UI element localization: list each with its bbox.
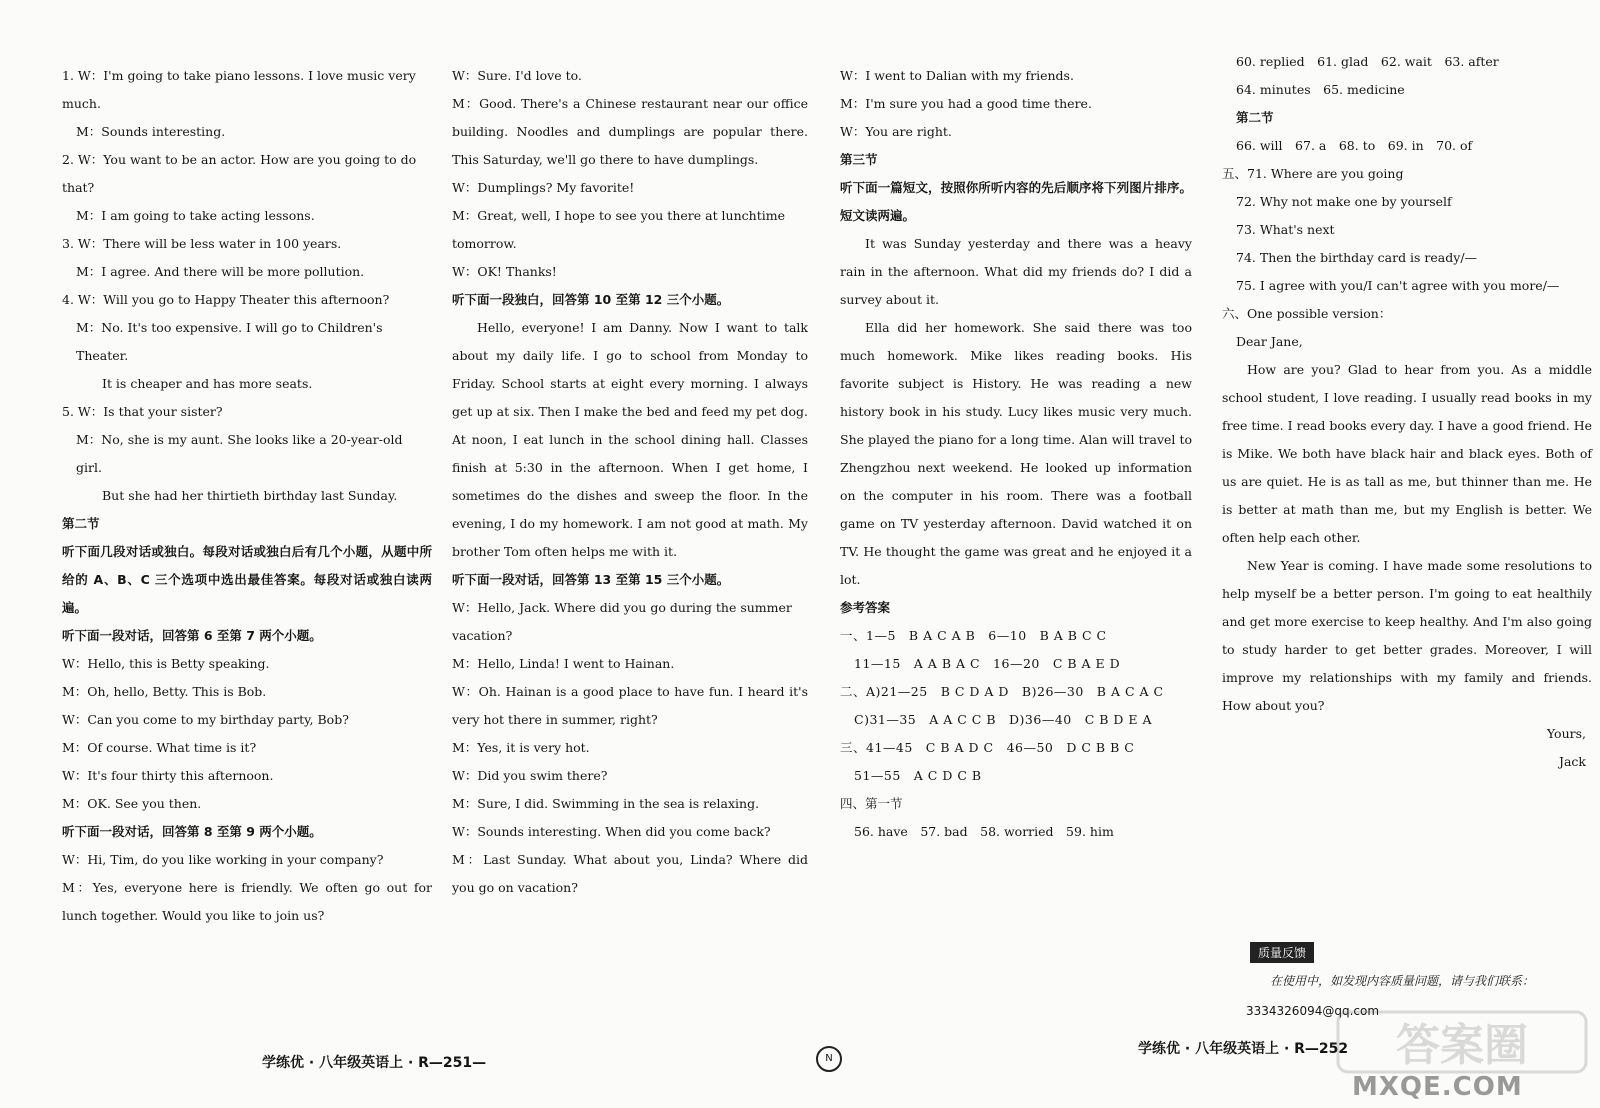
dialogue-line: W：It's four thirty this afternoon. [62,768,274,783]
answer-line: 74. Then the birthday card is ready/— [1236,250,1478,265]
dialogue-line: W：Hello, this is Betty speaking. [62,656,270,671]
dialogue-line: M：Of course. What time is it? [62,740,257,755]
dialogue-line: W：Dumplings? My favorite! [452,180,635,195]
watermark-chars: 答案圈 [1396,1020,1528,1071]
dialogue-line: W：Hi, Tim, do you like working in your company? [62,852,384,867]
dialogue-line: W：OK! Thanks! [452,264,557,279]
dialogue-line: W：Sure. I'd love to. [452,68,582,83]
dialogue-line: M：Yes, everyone here is friendly. We often go out for lunch together. Would you like to join us? [62,880,432,923]
answer-line: 64. minutes 65. medicine [1236,82,1405,97]
dialogue-line: 2. W：You want to be an actor. How are you going to do that? [62,152,417,195]
answer-line: 二、A)21—25 B C D A D B)26—30 B A C A C [840,684,1164,699]
dialogue-line: 1. W：I'm going to take piano lessons. I love music very much. [62,68,416,111]
letter-closing: Yours, [1546,726,1586,741]
column-4 [1222,48,1592,776]
dialogue-line: W：I went to Dalian with my friends. [840,68,1074,83]
dialogue-line: It is cheaper and has more seats. [102,376,313,391]
instruction: 听下面一段对话，回答第 8 至第 9 两个小题。 [62,824,322,839]
monologue-paragraph: Hello, everyone! I am Danny. Now I want to talk about my daily life. I go to school from Monday to Friday. School starts at eight every morning. I always get up at six. Then I make the bed and feed my pet dog. At noon, I eat lunch in the school dining hall. Classes finish at 5:30 in the afternoon. When I get home, I sometimes do the dishes and sweep the floor. In the evening, I do my homework. I am not good at math. My brother Tom often helps me with it. [452,320,808,559]
dialogue-line: M：Sure, I did. Swimming in the sea is relaxing. [452,796,760,811]
feedback-email: 3334326094@qq.com [1246,1004,1380,1018]
dialogue-line: M：Yes, it is very hot. [452,740,590,755]
answer-line: 56. have 57. bad 58. worried 59. him [854,824,1114,839]
answer-line: 66. will 67. a 68. to 69. in 70. of [1236,138,1473,153]
section-heading: 第二节 [1236,110,1274,125]
answer-line: 四、第一节 [840,796,903,811]
dialogue-line: M：No. It's too expensive. I will go to Children's Theater. [76,320,383,363]
column-2 [452,62,808,902]
passage-paragraph: It was Sunday yesterday and there was a heavy rain in the afternoon. What did my friends do? I did a survey about it. [840,236,1192,307]
section-heading: 第二节 [62,516,100,531]
answer-line: 三、41—45 C B A D C 46—50 D C B B C [840,740,1135,755]
answer-line: 11—15 A A B A C 16—20 C B A E D [854,656,1121,671]
instruction: 听下面一段对话，回答第 6 至第 7 两个小题。 [62,628,322,643]
dialogue-line: 3. W：There will be less water in 100 years. [62,236,342,251]
answer-line: 73. What's next [1236,222,1335,237]
dialogue-line: W：Oh. Hainan is a good place to have fun. I heard it's very hot there in summer, right? [452,684,808,727]
instruction: 听下面一段对话，回答第 13 至第 15 三个小题。 [452,572,730,587]
dialogue-line: M：Oh, hello, Betty. This is Bob. [62,684,267,699]
dialogue-line: M：I'm sure you had a good time there. [840,96,1092,111]
dialogue-line: M：Hello, Linda! I went to Hainan. [452,656,675,671]
answer-line: 51—55 A C D C B [854,768,982,783]
page-footer-left: 学练优 · 八年级英语上 · R—251— [262,1055,487,1071]
dialogue-line: W：You are right. [840,124,952,139]
column-3 [840,62,1192,846]
dialogue-line: W：Hello, Jack. Where did you go during the summer vacation? [452,600,792,643]
dialogue-line: 5. W：Is that your sister? [62,404,223,419]
answer-key-heading: 参考答案 [840,600,891,615]
letter-paragraph: How are you? Glad to hear from you. As a middle school student, I love reading. I usually read books in my free time. I read books every day. I have a good friend. He is Mike. We both have black hair and black eyes. Both of us are quiet. He is as tall as me, but thinner than me. He is better at math than me, but my English is better. We often help each other. [1222,362,1592,545]
instruction: 听下面几段对话或独白。每段对话或独白后有几个小题，从题中所给的 A、B、C 三个选项中选出最佳答案。每段对话或独白读两遍。 [62,544,432,615]
dialogue-line: M：Sounds interesting. [76,124,226,139]
letter-paragraph: New Year is coming. I have made some resolutions to help myself be a better person. I'm going to eat healthily and get more exercise to keep healthy. And I'm also going to study harder to get better grades. Moreover, I will improve my relationships with my family and friends. How about you? [1222,558,1592,713]
answer-line: 一、1—5 B A C A B 6—10 B A B C C [840,628,1107,643]
answer-line: 五、71. Where are you going [1222,166,1404,181]
section-heading: 第三节 [840,152,878,167]
watermark-url: MXQE.COM [1352,1072,1523,1102]
dialogue-line: M：No, she is my aunt. She looks like a 20-year-old girl. [76,432,403,475]
instruction: 听下面一篇短文，按照你所听内容的先后顺序将下列图片排序。短文读两遍。 [840,180,1192,223]
answer-line: 六、One possible version： [1222,306,1392,321]
feedback-text: 在使用中，如发现内容质量问题，请与我们联系： [1270,974,1535,988]
dialogue-line: W：Did you swim there? [452,768,608,783]
dialogue-line: M：Last Sunday. What about you, Linda? Where did you go on vacation? [452,852,808,895]
letter-signature: Jack [1558,754,1586,769]
instruction: 听下面一段独白，回答第 10 至第 12 三个小题。 [452,292,730,307]
dialogue-line: 4. W：Will you go to Happy Theater this afternoon? [62,292,390,307]
answer-line: 75. I agree with you/I can't agree with you more/— [1236,278,1560,293]
answer-line: C)31—35 A A C C B D)36—40 C B D E A [854,712,1153,727]
dialogue-line: M：OK. See you then. [62,796,202,811]
dialogue-line: M：I am going to take acting lessons. [76,208,315,223]
column-1 [62,62,432,930]
dialogue-line: W：Sounds interesting. When did you come back? [452,824,771,839]
page-footer-right: 学练优 · 八年级英语上 · R—252 [1138,1041,1349,1057]
dialogue-line: M：Great, well, I hope to see you there at lunchtime tomorrow. [452,208,785,251]
answer-line: 60. replied 61. glad 62. wait 63. after [1236,54,1499,69]
passage-paragraph: Ella did her homework. She said there was too much homework. Mike likes reading books. His favorite subject is History. He was reading a new history book in his study. Lucy likes music very much. She played the piano for a long time. Alan will travel to Zhengzhou next weekend. He looked up information on the computer in his room. There was a football game on TV yesterday afternoon. David watched it on TV. He thought the game was great and he enjoyed it a lot. [840,320,1192,587]
center-circle-mark: N [816,1046,842,1072]
dialogue-line: M：I agree. And there will be more pollution. [76,264,365,279]
answer-line: 72. Why not make one by yourself [1236,194,1452,209]
dialogue-line: But she had her thirtieth birthday last Sunday. [102,488,398,503]
feedback-tag: 质量反馈 [1250,942,1314,963]
dialogue-line: M：Good. There's a Chinese restaurant near our office building. Noodles and dumplings are popular there. This Saturday, we'll go there to have dumplings. [452,96,808,167]
letter-salutation: Dear Jane, [1236,334,1303,349]
dialogue-line: W：Can you come to my birthday party, Bob? [62,712,349,727]
